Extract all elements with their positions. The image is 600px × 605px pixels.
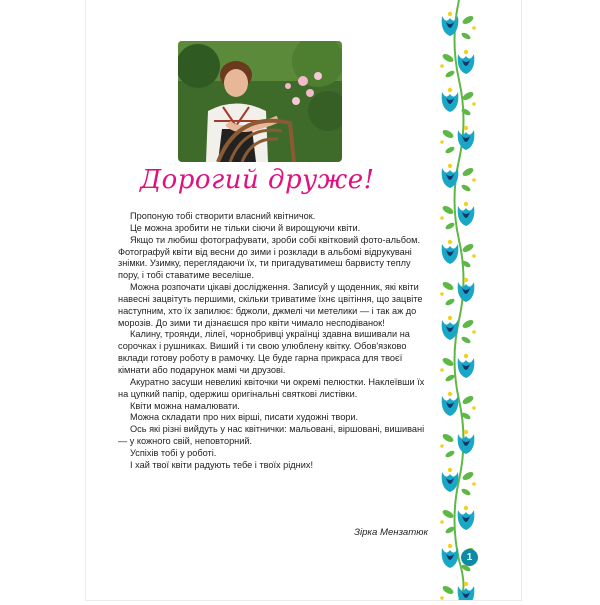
body-paragraph: Пропоную тобі створити власний квітничок.: [130, 211, 316, 221]
letter-body: [118, 211, 431, 472]
ornament-flower: [442, 88, 476, 117]
author-photo: [178, 41, 342, 162]
body-paragraph: Акуратно засуши невеликі квіточки чи окремі пелюстки. Наклеївши їх на цупкий папір, одержиш оригінальні святкові листівки.: [118, 376, 425, 399]
ornament-flower: [440, 506, 474, 535]
ornament-flower: [440, 126, 474, 155]
ornament-flower: [442, 12, 476, 41]
body-paragraph: І хай твої квіти радують тебе і твоїх рідних!: [130, 459, 314, 470]
body-paragraph: Це можна зробити не тільки сіючи й вирощуючи квіти.: [130, 222, 361, 233]
body-paragraph: Калину, троянди, лілеї, чорнобривці українці здавна вишивали на сорочках і рушниках. Виший і ти свою улюблену квітку. Обов'язково вклади готову роботу в рамочку. Це буде гарна прикраса для твоєї кімнати або подарунок мамі чи друзові.: [118, 329, 410, 375]
ornament-flower: [440, 354, 474, 383]
body-paragraph: Ось які різні вийдуть у нас квітнички: мальовані, віршовані, вишивані — у кожного свій, неповторний.: [118, 424, 425, 447]
ornament-flower: [442, 240, 476, 269]
ornament-flower: [440, 582, 474, 600]
ornament-flower: [442, 164, 476, 193]
page-number-badge: 1: [461, 549, 478, 566]
greeting-heading: Дорогий друже!: [140, 165, 375, 195]
embroidery-flower-border-icon: [436, 0, 482, 600]
body-paragraph: Успіхів тобі у роботі.: [130, 447, 217, 458]
body-paragraph: Квіти можна намалювати.: [130, 400, 240, 411]
ornament-flower: [440, 430, 474, 459]
author-signature: Зірка Мензатюк: [354, 527, 428, 538]
body-paragraph: Якщо ти любиш фотографувати, зроби собі квітковий фото-альбом. Фотографуй квіти від весни до зими і розклади в альбомі відрукувані знімки. Узимку, переглядаючи їх, ти пригадуватимеш барвисту теплу пору, і тобі ставатиме веселіше.: [118, 234, 421, 281]
ornament-flower: [440, 278, 474, 307]
body-paragraph: Можна складати про них вірші, писати художні твори.: [130, 412, 359, 423]
body-paragraph: Можна розпочати цікаві дослідження. Записуй у щоденник, які квіти навесні зацвітуть першими, скільки триватиме їхнє цвітіння, що зацвіте наступним, хто їх запилює: бджоли, джмелі чи метелики — і так аж до морозів. До зими ти дізнаєшся про квіти чимало несподіванок!: [118, 282, 423, 328]
